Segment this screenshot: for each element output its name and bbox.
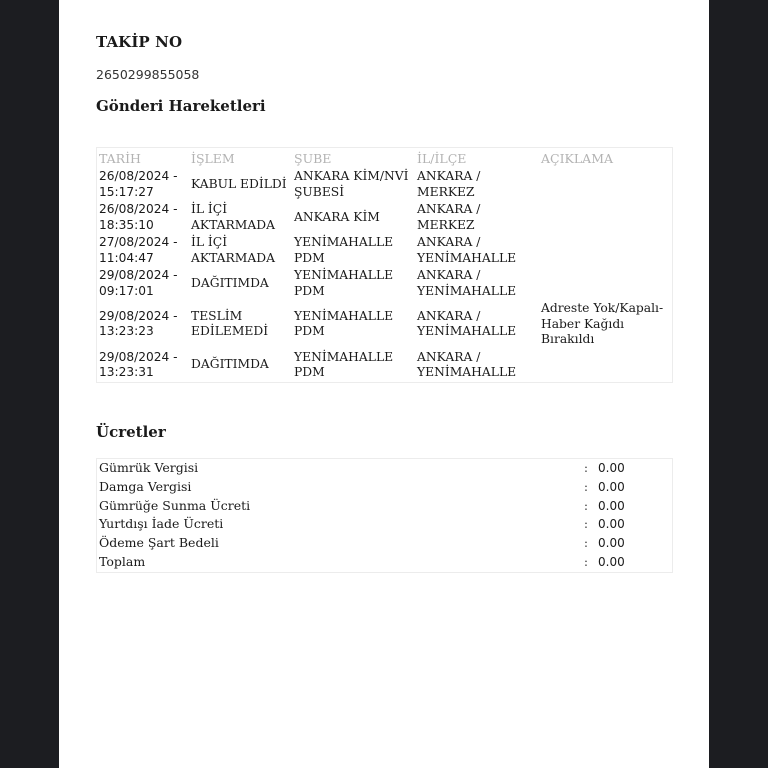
row-note: Adreste Yok/Kapalı-Haber Kağıdı Bırakıldı — [541, 301, 664, 346]
fee-label: Ödeme Şart Bedeli — [99, 535, 219, 551]
fee-row — [97, 497, 673, 516]
fee-value: 0.00 — [598, 517, 625, 532]
fee-separator: : — [583, 535, 589, 551]
fee-separator: : — [583, 497, 589, 513]
column-header-action: İŞLEM — [191, 150, 235, 166]
row-date: 29/08/2024 - 09:17:01 — [99, 268, 178, 298]
fee-separator: : — [583, 516, 589, 532]
fee-separator: : — [583, 460, 589, 475]
row-location: ANKARA / YENİMAHALLE — [417, 235, 517, 265]
fee-label: Yurtdışı İade Ücreti — [99, 516, 224, 532]
table-row — [97, 349, 673, 383]
row-note — [539, 267, 673, 300]
table-row — [97, 300, 673, 349]
fee-value: 0.00 — [598, 554, 625, 569]
row-branch: YENİMAHALLE PDM — [294, 349, 394, 379]
row-note — [539, 349, 673, 383]
row-action: İL İÇİ AKTARMADA — [191, 202, 275, 232]
row-date: 29/08/2024 - 13:23:23 — [99, 308, 178, 339]
tracking-label: TAKİP NO — [96, 33, 183, 51]
fee-row — [97, 459, 673, 478]
movements-table — [96, 147, 673, 383]
row-location: ANKARA / YENİMAHALLE — [417, 268, 517, 298]
fee-row-total — [97, 553, 673, 572]
fee-label: Gümrüğe Sunma Ücreti — [99, 497, 251, 513]
table-row — [97, 168, 673, 201]
document-page — [59, 0, 709, 768]
row-date: 29/08/2024 - 13:23:31 — [99, 349, 178, 379]
row-branch: YENİMAHALLE PDM — [294, 235, 394, 265]
fee-label: Damga Vergisi — [99, 478, 192, 494]
fee-value: 0.00 — [598, 461, 625, 475]
row-action: DAĞITIMDA — [191, 357, 269, 372]
row-branch: YENİMAHALLE PDM — [294, 268, 394, 298]
row-branch: ANKARA KİM/NVİ ŞUBESİ — [294, 169, 409, 199]
fee-label: Toplam — [99, 553, 146, 569]
row-note — [539, 201, 673, 234]
row-location: ANKARA / MERKEZ — [417, 202, 481, 232]
fees-heading: Ücretler — [96, 423, 166, 441]
row-location: ANKARA / YENİMAHALLE — [417, 308, 517, 339]
movements-heading: Gönderi Hareketleri — [96, 97, 266, 115]
column-header-location: İL/İLÇE — [417, 150, 467, 166]
table-header-row — [97, 148, 673, 169]
fee-value: 0.00 — [598, 498, 625, 513]
row-date: 26/08/2024 - 15:17:27 — [99, 169, 178, 199]
row-action: KABUL EDİLDİ — [191, 176, 287, 191]
row-location: ANKARA / MERKEZ — [417, 169, 481, 199]
fee-value: 0.00 — [598, 536, 625, 551]
fees-table — [96, 458, 673, 573]
fee-label: Gümrük Vergisi — [99, 460, 199, 475]
row-note — [539, 234, 673, 267]
table-row — [97, 267, 673, 300]
row-action: İL İÇİ AKTARMADA — [191, 235, 275, 265]
table-row — [97, 234, 673, 267]
row-action: TESLİM EDİLEMEDİ — [191, 308, 269, 339]
row-date: 27/08/2024 - 11:04:47 — [99, 235, 178, 265]
table-row — [97, 201, 673, 234]
column-header-date: TARİH — [99, 150, 141, 166]
row-branch: ANKARA KİM — [294, 209, 380, 224]
fee-value: 0.00 — [598, 479, 625, 494]
row-date: 26/08/2024 - 18:35:10 — [99, 202, 178, 232]
fee-separator: : — [583, 478, 589, 494]
column-header-note: AÇIKLAMA — [541, 150, 614, 166]
row-location: ANKARA / YENİMAHALLE — [417, 349, 517, 379]
tracking-number: 2650299855058 — [96, 67, 200, 82]
row-action: DAĞITIMDA — [191, 275, 269, 290]
fee-row — [97, 478, 673, 497]
fee-separator: : — [583, 553, 589, 569]
fee-row — [97, 534, 673, 553]
fee-row — [97, 515, 673, 534]
row-branch: YENİMAHALLE PDM — [294, 308, 394, 339]
column-header-branch: ŞUBE — [294, 150, 332, 166]
row-note — [539, 168, 673, 201]
